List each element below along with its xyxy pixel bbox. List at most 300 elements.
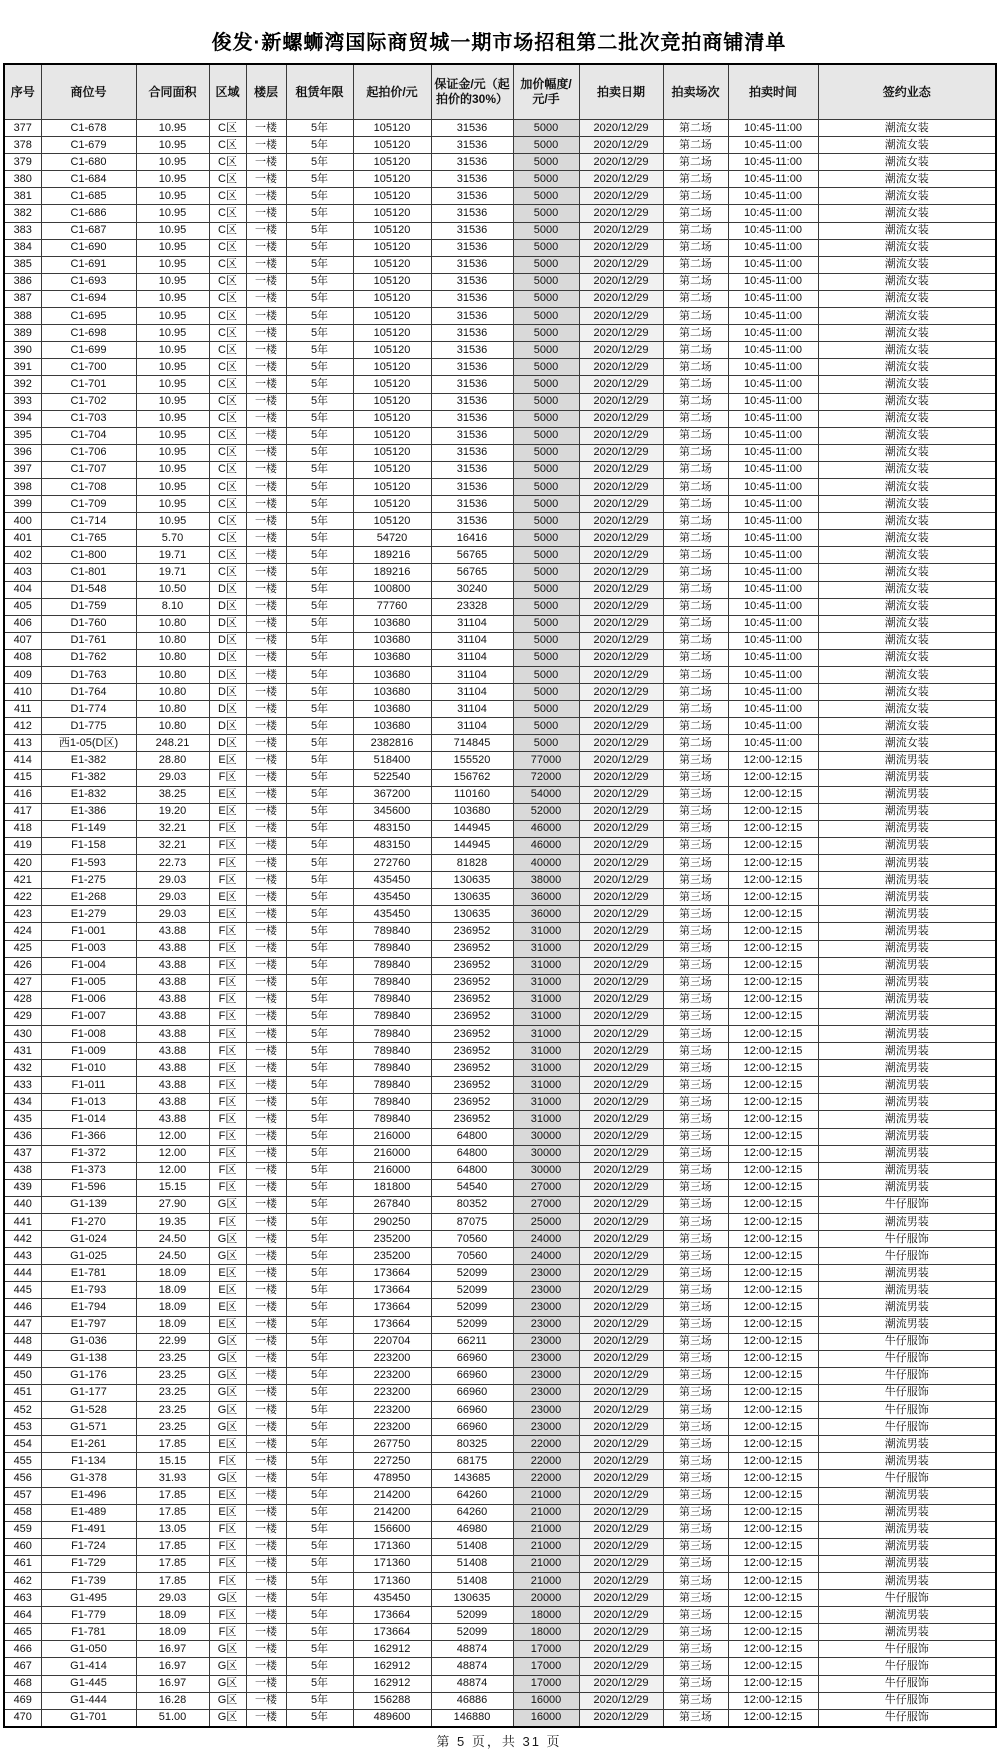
cell-time: 10:45-11:00 [728, 581, 818, 598]
cell-shop-no: C1-703 [41, 410, 136, 427]
cell-increment: 23000 [513, 1402, 579, 1419]
cell-time: 10:45-11:00 [728, 273, 818, 290]
cell-term: 5年 [286, 1709, 353, 1727]
cell-shop-no: E1-496 [41, 1487, 136, 1504]
cell-business: 潮流男装 [818, 1179, 996, 1196]
cell-start-price: 105120 [353, 461, 431, 478]
cell-shop-no: C1-678 [41, 120, 136, 137]
cell-shop-no: F1-729 [41, 1555, 136, 1572]
table-row [4, 273, 996, 290]
cell-date: 2020/12/29 [579, 1624, 663, 1641]
cell-business: 潮流女装 [818, 256, 996, 273]
cell-term: 5年 [286, 1179, 353, 1196]
cell-floor: 一楼 [246, 1538, 286, 1555]
cell-shop-no: C1-714 [41, 513, 136, 530]
cell-area: 18.09 [136, 1299, 209, 1316]
cell-deposit: 144945 [431, 820, 513, 837]
cell-zone: F区 [209, 855, 246, 872]
cell-increment: 21000 [513, 1555, 579, 1572]
cell-date: 2020/12/29 [579, 786, 663, 803]
cell-increment: 31000 [513, 1025, 579, 1042]
cell-business: 潮流女装 [818, 735, 996, 752]
cell-session: 第三场 [663, 1692, 728, 1709]
cell-time: 10:45-11:00 [728, 444, 818, 461]
cell-zone: F区 [209, 1060, 246, 1077]
cell-increment: 31000 [513, 923, 579, 940]
cell-zone: F区 [209, 1624, 246, 1641]
table-row [4, 803, 996, 820]
cell-session: 第三场 [663, 1641, 728, 1658]
cell-area: 24.50 [136, 1231, 209, 1248]
cell-seq: 387 [4, 290, 41, 307]
cell-floor: 一楼 [246, 513, 286, 530]
cell-increment: 5000 [513, 325, 579, 342]
cell-time: 12:00-12:15 [728, 1572, 818, 1589]
cell-date: 2020/12/29 [579, 991, 663, 1008]
cell-start-price: 105120 [353, 444, 431, 461]
table-row [4, 290, 996, 307]
cell-seq: 383 [4, 222, 41, 239]
cell-start-price: 103680 [353, 718, 431, 735]
cell-floor: 一楼 [246, 1111, 286, 1128]
cell-increment: 21000 [513, 1538, 579, 1555]
cell-start-price: 156288 [353, 1692, 431, 1709]
cell-time: 10:45-11:00 [728, 393, 818, 410]
cell-deposit: 16416 [431, 530, 513, 547]
cell-time: 10:45-11:00 [728, 410, 818, 427]
cell-deposit: 81828 [431, 855, 513, 872]
cell-floor: 一楼 [246, 1709, 286, 1727]
cell-session: 第三场 [663, 1624, 728, 1641]
cell-seq: 446 [4, 1299, 41, 1316]
cell-date: 2020/12/29 [579, 461, 663, 478]
cell-term: 5年 [286, 735, 353, 752]
cell-deposit: 143685 [431, 1470, 513, 1487]
cell-term: 5年 [286, 1282, 353, 1299]
cell-business: 潮流女装 [818, 427, 996, 444]
cell-increment: 5000 [513, 256, 579, 273]
cell-business: 潮流男装 [818, 957, 996, 974]
cell-increment: 18000 [513, 1607, 579, 1624]
cell-floor: 一楼 [246, 359, 286, 376]
cell-shop-no: F1-596 [41, 1179, 136, 1196]
cell-start-price: 267750 [353, 1436, 431, 1453]
cell-shop-no: E1-832 [41, 786, 136, 803]
cell-area: 10.95 [136, 461, 209, 478]
cell-session: 第二场 [663, 154, 728, 171]
cell-time: 12:00-12:15 [728, 1265, 818, 1282]
cell-zone: G区 [209, 1333, 246, 1350]
cell-area: 23.25 [136, 1367, 209, 1384]
cell-shop-no: F1-134 [41, 1453, 136, 1470]
cell-session: 第三场 [663, 837, 728, 854]
cell-zone: F区 [209, 1555, 246, 1572]
cell-time: 12:00-12:15 [728, 1367, 818, 1384]
cell-shop-no: F1-781 [41, 1624, 136, 1641]
cell-zone: F区 [209, 1214, 246, 1231]
cell-session: 第二场 [663, 188, 728, 205]
cell-zone: C区 [209, 393, 246, 410]
cell-increment: 5000 [513, 308, 579, 325]
table-row [4, 1487, 996, 1504]
cell-shop-no: E1-781 [41, 1265, 136, 1282]
cell-business: 牛仔服饰 [818, 1641, 996, 1658]
cell-time: 10:45-11:00 [728, 342, 818, 359]
cell-area: 10.95 [136, 496, 209, 513]
cell-term: 5年 [286, 889, 353, 906]
cell-date: 2020/12/29 [579, 530, 663, 547]
cell-floor: 一楼 [246, 530, 286, 547]
cell-floor: 一楼 [246, 461, 286, 478]
cell-term: 5年 [286, 718, 353, 735]
cell-increment: 72000 [513, 769, 579, 786]
cell-session: 第三场 [663, 1333, 728, 1350]
cell-deposit: 236952 [431, 957, 513, 974]
cell-increment: 31000 [513, 1043, 579, 1060]
table-row [4, 1572, 996, 1589]
cell-time: 12:00-12:15 [728, 906, 818, 923]
cell-deposit: 31536 [431, 205, 513, 222]
cell-floor: 一楼 [246, 1025, 286, 1042]
cell-date: 2020/12/29 [579, 1555, 663, 1572]
cell-business: 潮流男装 [818, 1282, 996, 1299]
cell-seq: 469 [4, 1692, 41, 1709]
cell-start-price: 105120 [353, 120, 431, 137]
cell-zone: C区 [209, 256, 246, 273]
cell-deposit: 31104 [431, 684, 513, 701]
cell-start-price: 103680 [353, 649, 431, 666]
cell-area: 43.88 [136, 1077, 209, 1094]
cell-session: 第三场 [663, 1521, 728, 1538]
cell-date: 2020/12/29 [579, 1607, 663, 1624]
cell-floor: 一楼 [246, 154, 286, 171]
cell-start-price: 220704 [353, 1333, 431, 1350]
cell-zone: G区 [209, 1675, 246, 1692]
cell-date: 2020/12/29 [579, 1572, 663, 1589]
cell-area: 10.80 [136, 701, 209, 718]
cell-business: 潮流女装 [818, 393, 996, 410]
cell-shop-no: D1-760 [41, 615, 136, 632]
cell-start-price: 105120 [353, 359, 431, 376]
cell-business: 潮流男装 [818, 1624, 996, 1641]
cell-start-price: 105120 [353, 290, 431, 307]
cell-start-price: 216000 [353, 1128, 431, 1145]
cell-time: 12:00-12:15 [728, 1641, 818, 1658]
table-row [4, 359, 996, 376]
cell-date: 2020/12/29 [579, 940, 663, 957]
cell-shop-no: G1-177 [41, 1384, 136, 1401]
cell-seq: 424 [4, 923, 41, 940]
cell-time: 10:45-11:00 [728, 615, 818, 632]
cell-start-price: 105120 [353, 154, 431, 171]
table-row [4, 530, 996, 547]
cell-term: 5年 [286, 1419, 353, 1436]
cell-term: 5年 [286, 1043, 353, 1060]
cell-term: 5年 [286, 837, 353, 854]
cell-term: 5年 [286, 1367, 353, 1384]
table-row [4, 906, 996, 923]
cell-date: 2020/12/29 [579, 855, 663, 872]
cell-time: 12:00-12:15 [728, 1709, 818, 1727]
cell-floor: 一楼 [246, 1572, 286, 1589]
cell-floor: 一楼 [246, 1196, 286, 1213]
cell-increment: 5000 [513, 154, 579, 171]
table-row [4, 1145, 996, 1162]
cell-time: 12:00-12:15 [728, 1504, 818, 1521]
cell-date: 2020/12/29 [579, 290, 663, 307]
table-row [4, 974, 996, 991]
table-row [4, 1436, 996, 1453]
cell-seq: 427 [4, 974, 41, 991]
cell-term: 5年 [286, 855, 353, 872]
cell-seq: 393 [4, 393, 41, 410]
cell-business: 潮流女装 [818, 342, 996, 359]
cell-seq: 460 [4, 1538, 41, 1555]
cell-session: 第三场 [663, 1350, 728, 1367]
cell-date: 2020/12/29 [579, 1538, 663, 1555]
cell-floor: 一楼 [246, 598, 286, 615]
cell-increment: 30000 [513, 1128, 579, 1145]
cell-seq: 388 [4, 308, 41, 325]
cell-shop-no: F1-006 [41, 991, 136, 1008]
cell-deposit: 103680 [431, 803, 513, 820]
cell-deposit: 56765 [431, 547, 513, 564]
cell-shop-no: G1-701 [41, 1709, 136, 1727]
cell-session: 第三场 [663, 991, 728, 1008]
cell-increment: 5000 [513, 581, 579, 598]
cell-zone: F区 [209, 1043, 246, 1060]
cell-business: 牛仔服饰 [818, 1709, 996, 1727]
cell-seq: 379 [4, 154, 41, 171]
cell-term: 5年 [286, 120, 353, 137]
cell-increment: 5000 [513, 701, 579, 718]
cell-floor: 一楼 [246, 1367, 286, 1384]
cell-zone: E区 [209, 752, 246, 769]
cell-increment: 5000 [513, 171, 579, 188]
column-header-area: 合同面积 [136, 64, 209, 120]
cell-term: 5年 [286, 1077, 353, 1094]
cell-increment: 23000 [513, 1282, 579, 1299]
cell-business: 牛仔服饰 [818, 1675, 996, 1692]
cell-business: 潮流女装 [818, 581, 996, 598]
cell-zone: C区 [209, 137, 246, 154]
cell-term: 5年 [286, 1470, 353, 1487]
cell-business: 潮流女装 [818, 120, 996, 137]
cell-shop-no: C1-684 [41, 171, 136, 188]
cell-shop-no: 西1-05(D区) [41, 735, 136, 752]
cell-zone: F区 [209, 1572, 246, 1589]
cell-area: 10.95 [136, 239, 209, 256]
cell-increment: 5000 [513, 598, 579, 615]
cell-area: 17.85 [136, 1504, 209, 1521]
cell-date: 2020/12/29 [579, 667, 663, 684]
cell-business: 潮流男装 [818, 1316, 996, 1333]
table-row [4, 1196, 996, 1213]
cell-time: 10:45-11:00 [728, 154, 818, 171]
cell-seq: 459 [4, 1521, 41, 1538]
cell-deposit: 714845 [431, 735, 513, 752]
cell-shop-no: G1-495 [41, 1590, 136, 1607]
cell-floor: 一楼 [246, 1607, 286, 1624]
cell-area: 10.95 [136, 342, 209, 359]
cell-increment: 21000 [513, 1504, 579, 1521]
cell-area: 29.03 [136, 906, 209, 923]
cell-increment: 40000 [513, 855, 579, 872]
table-row [4, 308, 996, 325]
cell-area: 17.85 [136, 1555, 209, 1572]
cell-shop-no: C1-700 [41, 359, 136, 376]
cell-date: 2020/12/29 [579, 1060, 663, 1077]
cell-floor: 一楼 [246, 1282, 286, 1299]
cell-business: 潮流男装 [818, 1025, 996, 1042]
cell-session: 第二场 [663, 718, 728, 735]
cell-shop-no: C1-686 [41, 205, 136, 222]
cell-date: 2020/12/29 [579, 872, 663, 889]
cell-deposit: 31536 [431, 222, 513, 239]
cell-time: 12:00-12:15 [728, 889, 818, 906]
cell-increment: 24000 [513, 1248, 579, 1265]
table-row [4, 1504, 996, 1521]
cell-session: 第二场 [663, 427, 728, 444]
table-row [4, 1128, 996, 1145]
cell-shop-no: F1-373 [41, 1162, 136, 1179]
cell-shop-no: C1-765 [41, 530, 136, 547]
cell-floor: 一楼 [246, 1453, 286, 1470]
cell-session: 第三场 [663, 1145, 728, 1162]
cell-seq: 409 [4, 667, 41, 684]
cell-zone: C区 [209, 222, 246, 239]
cell-session: 第三场 [663, 1658, 728, 1675]
cell-business: 潮流女装 [818, 649, 996, 666]
table-row [4, 598, 996, 615]
cell-zone: E区 [209, 906, 246, 923]
cell-floor: 一楼 [246, 427, 286, 444]
cell-zone: C区 [209, 290, 246, 307]
cell-area: 19.71 [136, 564, 209, 581]
cell-floor: 一楼 [246, 1077, 286, 1094]
cell-session: 第二场 [663, 564, 728, 581]
cell-start-price: 223200 [353, 1419, 431, 1436]
cell-zone: G区 [209, 1590, 246, 1607]
cell-start-price: 223200 [353, 1367, 431, 1384]
cell-seq: 378 [4, 137, 41, 154]
cell-business: 潮流男装 [818, 974, 996, 991]
cell-shop-no: G1-036 [41, 1333, 136, 1350]
cell-session: 第二场 [663, 496, 728, 513]
cell-time: 10:45-11:00 [728, 461, 818, 478]
cell-business: 潮流女装 [818, 598, 996, 615]
cell-business: 牛仔服饰 [818, 1367, 996, 1384]
cell-area: 10.95 [136, 154, 209, 171]
cell-zone: F区 [209, 1025, 246, 1042]
cell-seq: 442 [4, 1231, 41, 1248]
cell-date: 2020/12/29 [579, 273, 663, 290]
cell-session: 第二场 [663, 547, 728, 564]
cell-deposit: 236952 [431, 1025, 513, 1042]
cell-start-price: 216000 [353, 1145, 431, 1162]
cell-floor: 一楼 [246, 1487, 286, 1504]
cell-time: 10:45-11:00 [728, 547, 818, 564]
cell-session: 第三场 [663, 1060, 728, 1077]
cell-session: 第二场 [663, 649, 728, 666]
auction-shop-table [3, 63, 997, 1728]
column-header-time: 拍卖时间 [728, 64, 818, 120]
cell-floor: 一楼 [246, 496, 286, 513]
cell-increment: 27000 [513, 1196, 579, 1213]
cell-deposit: 31536 [431, 444, 513, 461]
cell-seq: 405 [4, 598, 41, 615]
cell-shop-no: E1-386 [41, 803, 136, 820]
cell-session: 第三场 [663, 1128, 728, 1145]
cell-shop-no: F1-593 [41, 855, 136, 872]
cell-time: 10:45-11:00 [728, 735, 818, 752]
cell-date: 2020/12/29 [579, 718, 663, 735]
table-row [4, 991, 996, 1008]
cell-date: 2020/12/29 [579, 547, 663, 564]
cell-zone: D区 [209, 735, 246, 752]
cell-zone: C区 [209, 325, 246, 342]
cell-deposit: 66960 [431, 1419, 513, 1436]
cell-floor: 一楼 [246, 1333, 286, 1350]
cell-business: 潮流女装 [818, 290, 996, 307]
cell-session: 第三场 [663, 906, 728, 923]
cell-time: 12:00-12:15 [728, 1436, 818, 1453]
cell-date: 2020/12/29 [579, 171, 663, 188]
cell-shop-no: F1-779 [41, 1607, 136, 1624]
cell-zone: C区 [209, 478, 246, 495]
cell-business: 牛仔服饰 [818, 1231, 996, 1248]
cell-floor: 一楼 [246, 769, 286, 786]
cell-shop-no: C1-691 [41, 256, 136, 273]
cell-term: 5年 [286, 222, 353, 239]
cell-deposit: 51408 [431, 1538, 513, 1555]
cell-term: 5年 [286, 1453, 353, 1470]
cell-date: 2020/12/29 [579, 1590, 663, 1607]
cell-area: 29.03 [136, 1590, 209, 1607]
cell-session: 第二场 [663, 667, 728, 684]
table-row [4, 735, 996, 752]
cell-date: 2020/12/29 [579, 837, 663, 854]
cell-time: 12:00-12:15 [728, 1555, 818, 1572]
cell-business: 潮流男装 [818, 855, 996, 872]
cell-term: 5年 [286, 239, 353, 256]
cell-business: 潮流女装 [818, 496, 996, 513]
cell-seq: 441 [4, 1214, 41, 1231]
cell-deposit: 64800 [431, 1145, 513, 1162]
page-number: 第 5 页，共 31 页 [436, 1733, 562, 1749]
table-row [4, 1402, 996, 1419]
cell-date: 2020/12/29 [579, 1077, 663, 1094]
cell-term: 5年 [286, 906, 353, 923]
cell-date: 2020/12/29 [579, 1162, 663, 1179]
cell-start-price: 173664 [353, 1265, 431, 1282]
cell-zone: C区 [209, 154, 246, 171]
cell-term: 5年 [286, 1521, 353, 1538]
cell-zone: C区 [209, 444, 246, 461]
cell-zone: G区 [209, 1231, 246, 1248]
cell-deposit: 31536 [431, 461, 513, 478]
cell-start-price: 105120 [353, 205, 431, 222]
table-row [4, 684, 996, 701]
table-row [4, 1658, 996, 1675]
cell-term: 5年 [286, 803, 353, 820]
cell-shop-no: G1-025 [41, 1248, 136, 1265]
cell-seq: 440 [4, 1196, 41, 1213]
cell-date: 2020/12/29 [579, 1487, 663, 1504]
cell-session: 第三场 [663, 1316, 728, 1333]
cell-seq: 466 [4, 1641, 41, 1658]
cell-business: 潮流男装 [818, 1077, 996, 1094]
